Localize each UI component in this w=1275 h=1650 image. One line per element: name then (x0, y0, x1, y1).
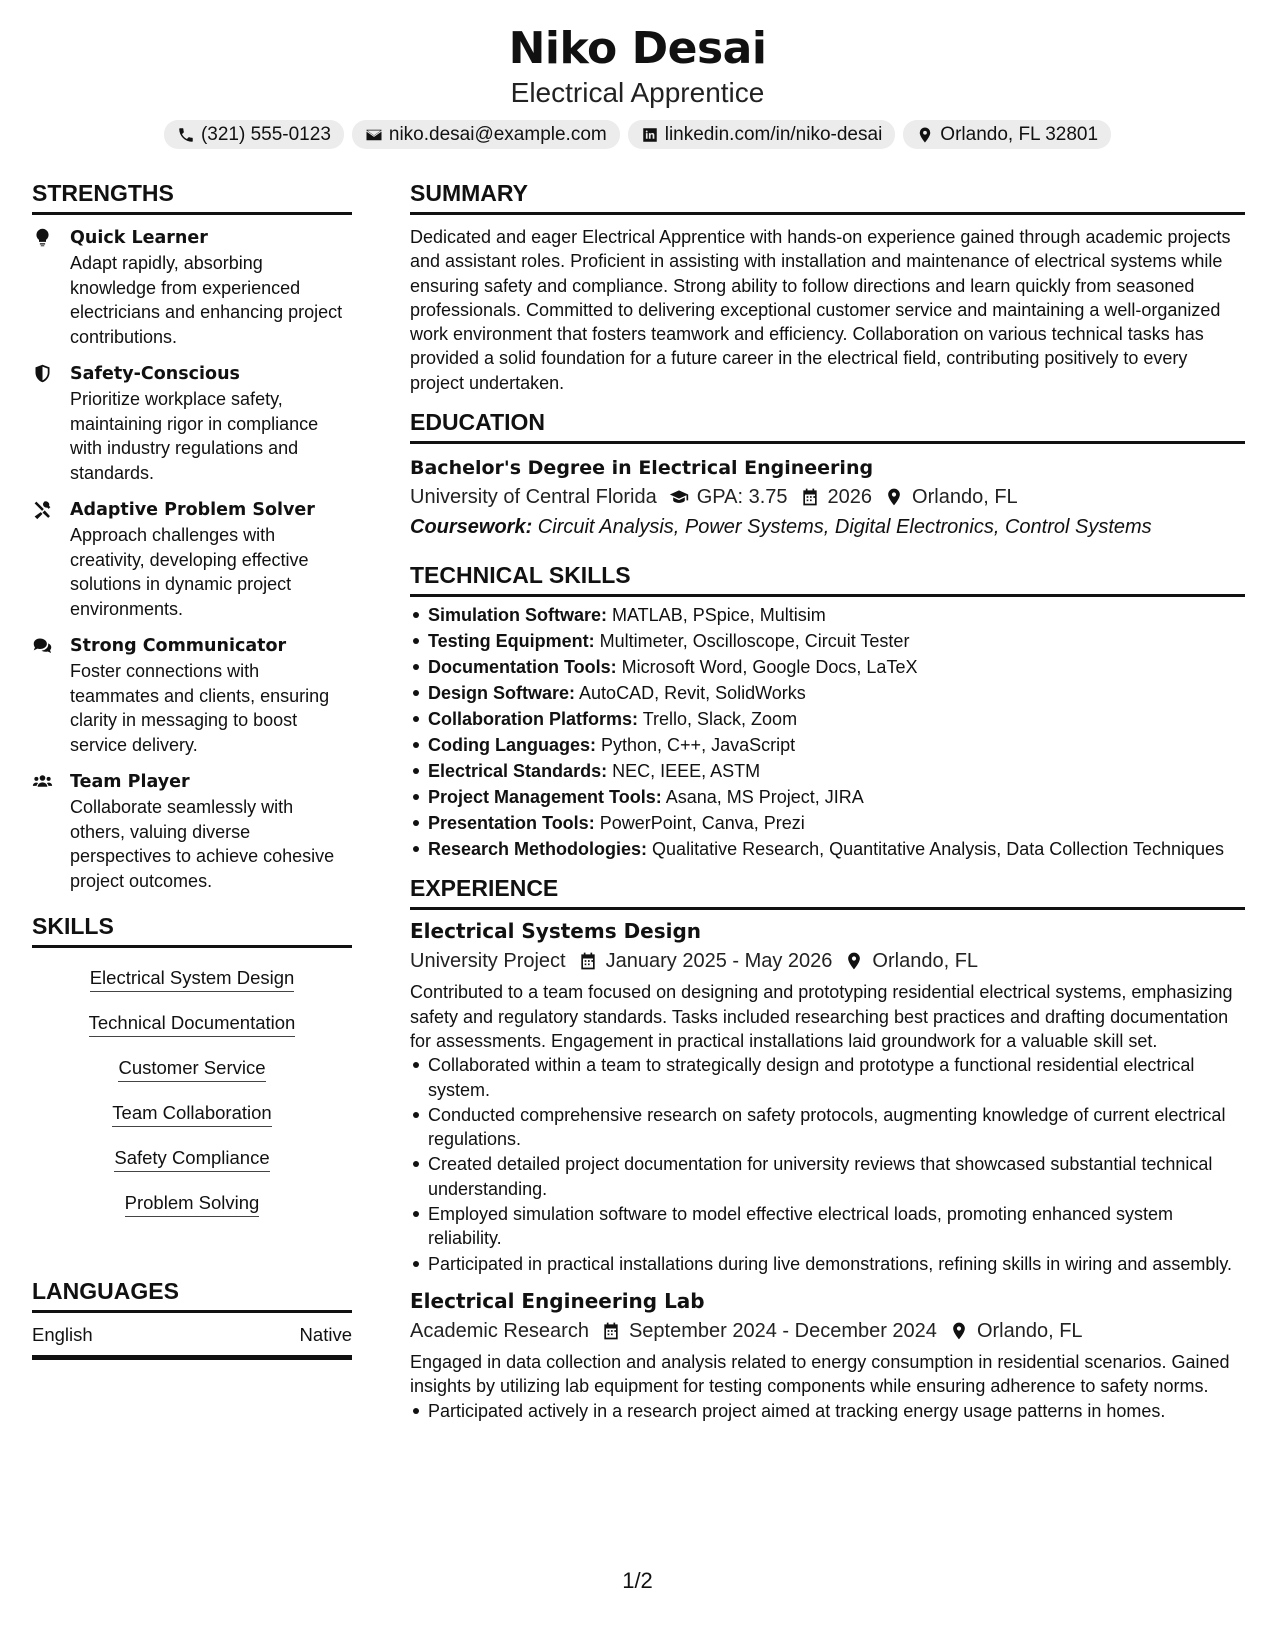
technical-skill-item (410, 811, 1245, 837)
technical-skill-item (410, 759, 1245, 785)
summary-heading: SUMMARY (410, 178, 1245, 215)
tech-skill-label: Electrical Standards: (428, 761, 608, 782)
users-icon (32, 771, 53, 792)
contact-location-text: Orlando, FL 32801 (940, 123, 1099, 145)
experience-org: University Project (410, 950, 566, 973)
tech-skill-value: Trello, Slack, Zoom (638, 709, 798, 730)
strength-title: Adaptive Problem Solver (70, 500, 315, 520)
experience-meta (410, 946, 1245, 976)
education-gpa: GPA: 3.75 (696, 486, 788, 509)
strength-item (32, 633, 352, 757)
tech-skill-label: Collaboration Platforms: (428, 709, 639, 730)
technical-skill-item (410, 629, 1245, 655)
envelope-icon (365, 126, 383, 144)
strengths-heading: STRENGTHS (32, 178, 352, 215)
experience-bullet: Employed simulation software to model effective electrical loads, promoting enhanced system reliability. (410, 1202, 1245, 1251)
strength-title: Safety-Conscious (70, 364, 240, 384)
technical-skill-item (410, 733, 1245, 759)
tech-skill-value: Multimeter, Oscilloscope, Circuit Tester (594, 631, 910, 652)
tech-skill-label: Simulation Software: (428, 605, 608, 626)
tech-skill-value: Asana, MS Project, JIRA (661, 787, 864, 808)
resume-header (0, 22, 1275, 149)
calendar-icon (800, 487, 820, 507)
strength-desc: Collaborate seamlessly with others, valuing diverse perspectives to achieve cohesive project outcomes. (70, 797, 335, 891)
strength-title: Strong Communicator (70, 636, 287, 656)
shield-icon (32, 363, 53, 384)
tech-skill-value: Qualitative Research, Quantitative Analysis, Data Collection Techniques (647, 839, 1225, 860)
experience-bullet: Collaborated within a team to strategically design and prototype a functional residential electrical system. (410, 1053, 1245, 1102)
experience-role: Electrical Engineering Lab (410, 1288, 705, 1313)
education-degree: Bachelor's Degree in Electrical Engineering (410, 457, 874, 480)
tech-skill-value: PowerPoint, Canva, Prezi (594, 813, 805, 834)
experience-role: Electrical Systems Design (410, 919, 702, 944)
map-pin-icon (884, 487, 904, 507)
experience-bullets (410, 1399, 1245, 1423)
contact-linkedin (628, 120, 896, 149)
tech-skill-label: Documentation Tools: (428, 657, 617, 678)
technical-skill-item (410, 603, 1245, 629)
technical-skill-item (410, 785, 1245, 811)
language-row (32, 1313, 352, 1360)
tech-skill-value: AutoCAD, Revit, SolidWorks (575, 683, 806, 704)
contact-location (903, 120, 1111, 149)
candidate-title: Electrical Apprentice (510, 77, 765, 108)
education-coursework (410, 512, 1245, 542)
strength-item (32, 225, 352, 349)
language-level: Native (299, 1324, 352, 1345)
strength-item (32, 497, 352, 621)
contact-phone (164, 120, 344, 149)
contact-email-text: niko.desai@example.com (388, 123, 607, 145)
technical-skill-item (410, 837, 1245, 861)
left-column (32, 178, 352, 1360)
tech-skill-label: Coding Languages: (428, 735, 596, 756)
technical-skill-item (410, 681, 1245, 707)
calendar-icon (578, 951, 598, 971)
technical-skill-item (410, 655, 1245, 681)
education-school: University of Central Florida (410, 486, 657, 509)
tech-skill-label: Presentation Tools: (428, 813, 595, 834)
skill-tag: Safety Compliance (114, 1146, 269, 1172)
experience-dates: September 2024 - December 2024 (628, 1319, 937, 1342)
strength-title: Quick Learner (70, 228, 208, 248)
candidate-name: Niko Desai (508, 23, 767, 74)
tech-skill-value: Microsoft Word, Google Docs, LaTeX (616, 657, 918, 678)
skill-tag: Technical Documentation (89, 1011, 296, 1037)
strength-desc: Approach challenges with creativity, developing effective solutions in dynamic project environments. (70, 525, 309, 619)
skills-heading: SKILLS (32, 911, 352, 948)
skill-tag: Team Collaboration (112, 1101, 271, 1127)
comments-icon (32, 635, 53, 656)
experience-meta (410, 1316, 1245, 1346)
summary-text: Dedicated and eager Electrical Apprentice with hands-on experience gained through academic projects and assistant roles. Proficient in assisting with installation and maintenance of electrical systems while ensuring safety and compliance. Strong ability to follow directions and learn quickly from seasoned professionals. Committed to delivering exceptional customer service and maintaining a well-organized work environment that fosters teamwork and efficiency. Collaboration on various technical tasks has provided a solid foundation for a future career in the electrical field, contributing positively to every project undertaken. (410, 227, 1231, 393)
strength-desc: Prioritize workplace safety, maintaining rigor in compliance with industry regulations and standards. (70, 389, 319, 483)
tools-icon (32, 499, 53, 520)
map-pin-icon (916, 126, 934, 144)
strength-item (32, 769, 352, 893)
contact-email (352, 120, 620, 149)
language-name: English (32, 1324, 93, 1345)
graduation-cap-icon (669, 487, 689, 507)
experience-bullets (410, 1053, 1245, 1276)
experience-org: Academic Research (410, 1319, 589, 1342)
contact-phone-text: (321) 555-0123 (200, 123, 331, 145)
tech-skill-label: Design Software: (428, 683, 576, 704)
experience-description: Contributed to a team focused on designing and prototyping residential electrical systems, emphasizing safety and regulatory standards. Tasks included researching best practices and drafting documentation for assessments. Engagement in practical installations laid groundwork for a valuable skill set. (410, 982, 1233, 1051)
linkedin-icon (641, 126, 659, 144)
contact-bar (0, 120, 1275, 149)
skill-tag: Electrical System Design (90, 966, 295, 992)
strength-item (32, 361, 352, 485)
strength-title: Team Player (70, 772, 190, 792)
calendar-icon (601, 1321, 621, 1341)
tech-skill-label: Project Management Tools: (428, 787, 662, 808)
page-number: 1/2 (622, 1568, 653, 1593)
education-heading: EDUCATION (410, 407, 1245, 444)
tech-skill-value: Python, C++, JavaScript (596, 735, 796, 756)
contact-linkedin-text: linkedin.com/in/niko-desai (664, 123, 883, 145)
strength-desc: Adapt rapidly, absorbing knowledge from experienced electricians and enhancing project contributions. (70, 253, 343, 347)
experience-location: Orlando, FL (872, 950, 979, 973)
strength-desc: Foster connections with teammates and clients, ensuring clarity in messaging to boost service delivery. (70, 661, 330, 755)
skills-list (32, 958, 352, 1236)
tech-skill-label: Testing Equipment: (428, 631, 595, 652)
education-meta (410, 482, 1245, 512)
experience-bullet: Participated in practical installations during live demonstrations, refining skills in wiring and assembly. (410, 1252, 1245, 1276)
experience-heading: EXPERIENCE (410, 873, 1245, 910)
tech-skill-value: MATLAB, PSpice, Multisim (607, 605, 826, 626)
skill-tag: Customer Service (118, 1056, 265, 1082)
experience-bullet: Created detailed project documentation for university reviews that showcased substantial technical understanding. (410, 1152, 1245, 1201)
tech-skill-label: Research Methodologies: (428, 839, 648, 860)
education-year: 2026 (827, 486, 873, 509)
experience-entry (410, 916, 1245, 1276)
phone-icon (177, 126, 195, 144)
experience-bullet: Participated actively in a research project aimed at tracking energy usage patterns in homes. (410, 1399, 1245, 1423)
experience-dates: January 2025 - May 2026 (605, 950, 833, 973)
technical-skills-list (410, 603, 1245, 861)
map-pin-icon (949, 1321, 969, 1341)
experience-location: Orlando, FL (976, 1319, 1083, 1342)
experience-description: Engaged in data collection and analysis related to energy consumption in residential scenarios. Gained insights by utilizing lab equipment for testing components while ensuring adherence to safety norms. (410, 1351, 1230, 1397)
technical-skill-item (410, 707, 1245, 733)
experience-entry (410, 1286, 1245, 1423)
coursework-label: Coursework: (410, 516, 533, 539)
skill-tag: Problem Solving (125, 1191, 260, 1217)
languages-heading: LANGUAGES (32, 1276, 352, 1313)
right-column (410, 178, 1245, 1423)
tech-skill-value: NEC, IEEE, ASTM (607, 761, 761, 782)
education-location: Orlando, FL (912, 486, 1018, 509)
map-pin-icon (844, 951, 864, 971)
technical-skills-heading: TECHNICAL SKILLS (410, 560, 1245, 597)
coursework-list: Circuit Analysis, Power Systems, Digital Electronics, Control Systems (532, 516, 1152, 539)
lightbulb-icon (32, 227, 53, 248)
experience-bullet: Conducted comprehensive research on safety protocols, augmenting knowledge of current electrical regulations. (410, 1103, 1245, 1152)
